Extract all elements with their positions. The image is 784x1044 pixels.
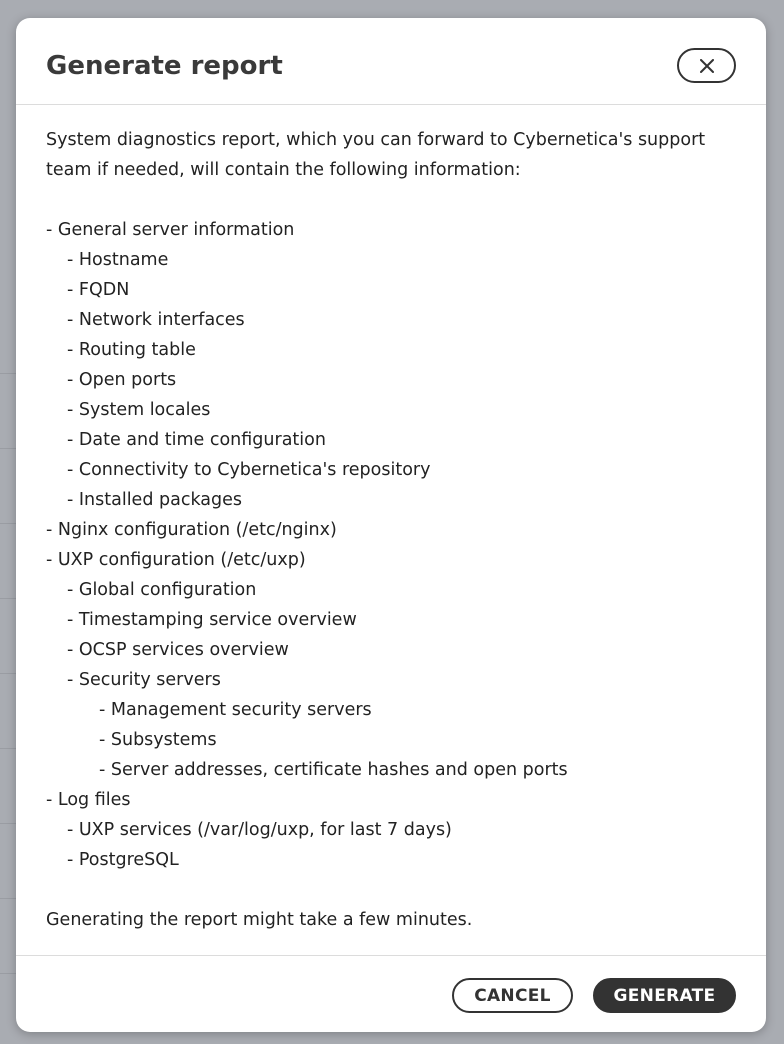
list-item: - Network interfaces [67,310,245,330]
list-item: - OCSP services overview [67,640,289,660]
list-item: - Log files [46,790,131,810]
dialog-footer [16,955,766,1032]
list-item: - PostgreSQL [67,850,179,870]
list-item: - Installed packages [67,490,242,510]
list-item: - Server addresses, certificate hashes and open ports [99,760,568,780]
generate-report-dialog [16,18,766,1032]
list-item: - Nginx configuration (/etc/nginx) [46,520,337,540]
duration-note: Generating the report might take a few minutes. [46,910,473,930]
close-button[interactable] [677,48,736,83]
list-item: - Global configuration [67,580,257,600]
generate-button[interactable]: GENERATE [593,978,736,1013]
list-item: - System locales [67,400,211,420]
list-item: - Routing table [67,340,196,360]
report-contents-list [46,215,736,875]
intro-text: System diagnostics report, which you can forward to Cybernetica's support team if needed, will contain the following information: [46,130,706,180]
list-item: - Timestamping service overview [67,610,357,630]
list-item: - Date and time configuration [67,430,326,450]
list-item: - Subsystems [99,730,217,750]
list-item: - UXP configuration (/etc/uxp) [46,550,306,570]
dialog-title: Generate report [46,51,283,81]
list-item: - Connectivity to Cybernetica's repository [67,460,431,480]
list-item: - UXP services (/var/log/uxp, for last 7 days) [67,820,452,840]
dialog-header [16,18,766,105]
list-item: - General server information [46,220,295,240]
list-item: - Open ports [67,370,177,390]
list-item: - FQDN [67,280,130,300]
list-item: - Hostname [67,250,169,270]
list-item: - Management security servers [99,700,372,720]
close-icon [700,59,714,73]
dialog-body [46,125,736,935]
cancel-button[interactable]: CANCEL [452,978,573,1013]
list-item: - Security servers [67,670,221,690]
